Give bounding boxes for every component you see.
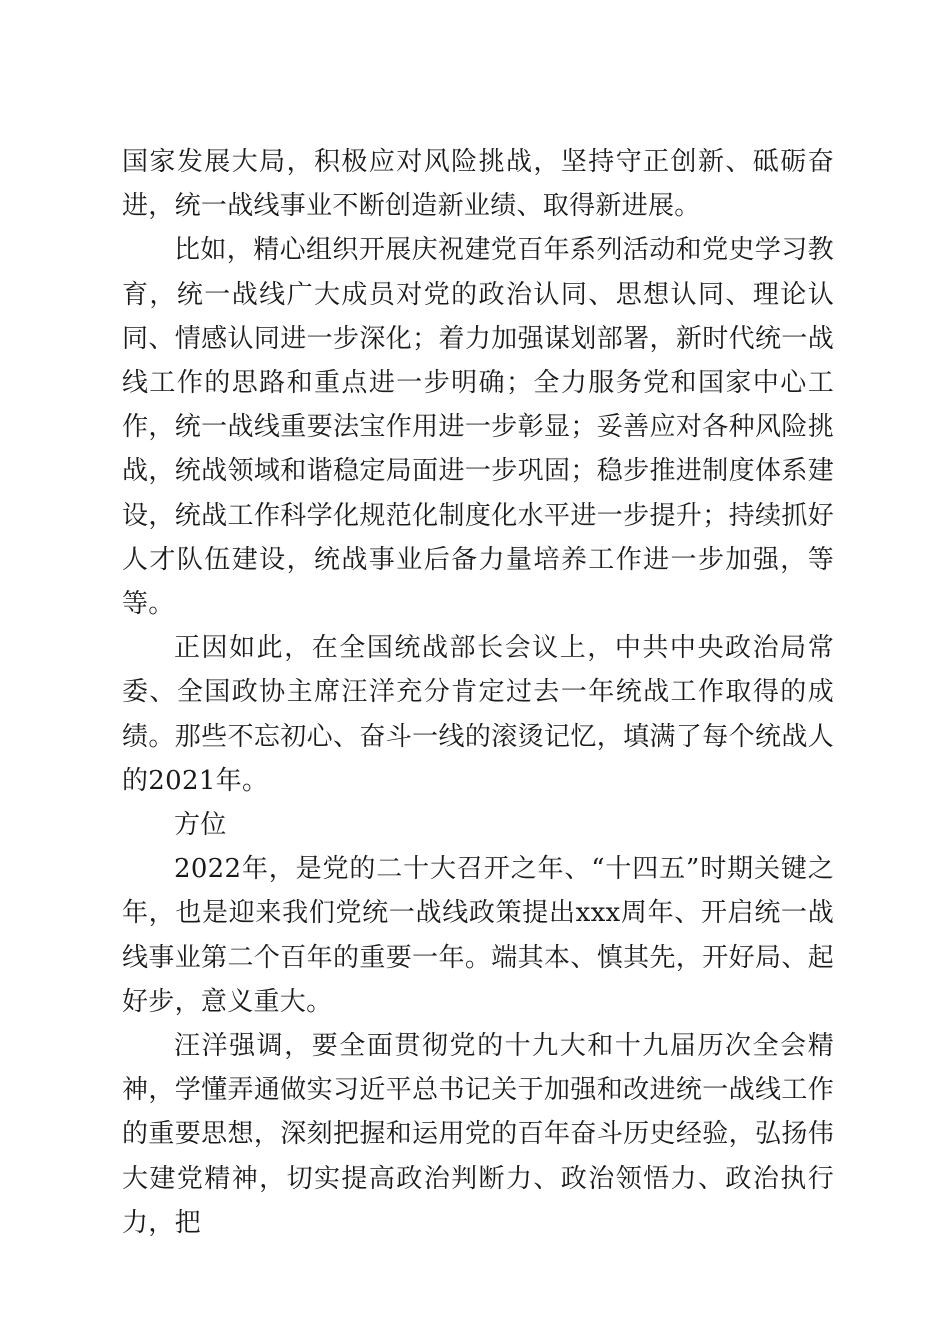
paragraph-continuation: 国家发展大局，积极应对风险挑战，坚持守正创新、砥砺奋进，统一战线事业不断创造新业绩、取得新进展。 (122, 147, 834, 222)
paragraph-achievements: 比如，精心组织开展庆祝建党百年系列活动和党史学习教育，统一战线广大成员对党的政治认同、思想认同、理论认同、情感认同进一步深化；着力加强谋划部署，新时代统一战线工作的思路和重点进一步明确；全力服务党和国家中心工作，统一战线重要法宝作用进一步彰显；妥善应对各种风险挑战，统战领域和谐稳定局面进一步巩固；稳步推进制度体系建设，统战工作科学化规范化制度化水平进一步提升；持续抓好人才队伍建设，统战事业后备力量培养工作进一步加强，等等。 (122, 235, 834, 620)
document-body (122, 140, 834, 1245)
paragraph-wang-yang-emphasis: 汪洋强调，要全面贯彻党的十九大和十九届历次全会精神，学懂弄通做实习近平总书记关于加强和改进统一战线工作的重要思想，深刻把握和运用党的百年奋斗历史经验，弘扬伟大建党精神，切实提高政治判断力、政治领悟力、政治执行力，把 (122, 1031, 834, 1238)
paragraph-meeting-affirmation: 正因如此，在全国统战部长会议上，中共中央政治局常委、全国政协主席汪洋充分肯定过去一年统战工作取得的成绩。那些不忘初心、奋斗一线的滚烫记忆，填满了每个统战人的2021年。 (122, 633, 834, 796)
paragraph-2022-significance: 2022年，是党的二十大召开之年、“十四五”时期关键之年，也是迎来我们党统一战线政策提出xxx周年、开启统一战线事业第二个百年的重要一年。端其本、慎其先，开好局、起好步，意义重大。 (122, 854, 834, 1017)
section-heading-position: 方位 (174, 810, 227, 841)
